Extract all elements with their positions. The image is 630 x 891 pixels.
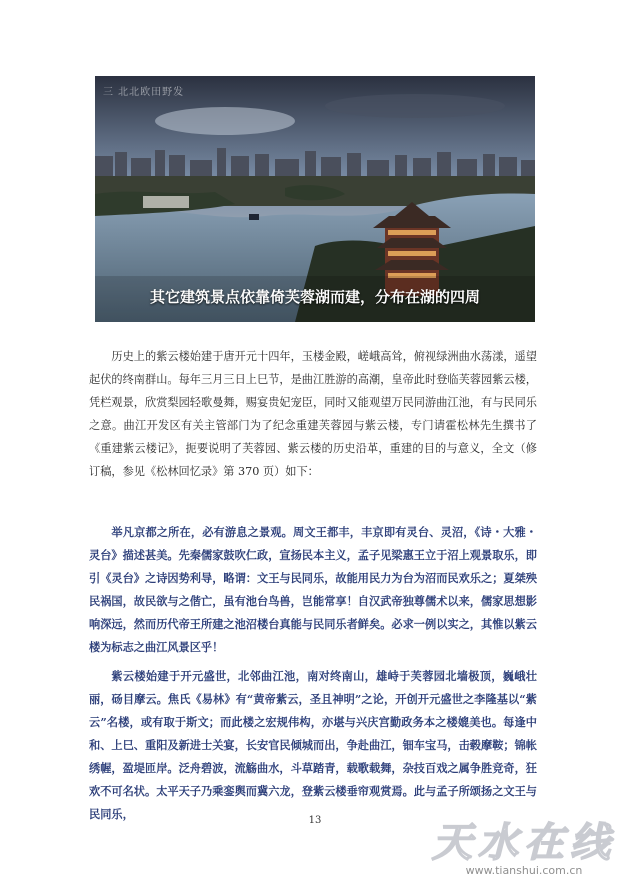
intro-paragraph: 历史上的紫云楼始建于唐开元十四年，玉楼金殿，嵯峨高耸，俯视绿洲曲水荡漾，遥望起伏的终南群山。每年三月三日上巳节，是曲江胜游的高潮，皇帝此时登临芙蓉园紫云楼，凭栏观景，欣赏梨园轻歌曼舞，赐宴贵妃宠臣，同时又能观望万民同游曲江池，有与民同乐之意。曲江开发区有关主管部门为了纪念重建芙蓉园与紫云楼，专门请霍松林先生撰书了《重建紫云楼记》，扼要说明了芙蓉园、紫云楼的历史沿革，重建的目的与意义，全文（修订稿，参见《松林回忆录》第 370 页）如下： <box>89 350 537 478</box>
memorial-text <box>89 521 537 832</box>
intro-section <box>89 345 537 483</box>
article-photo <box>95 76 535 322</box>
memorial-paragraph-1: 举凡京都之所在，必有游息之景观。周文王都丰，丰京即有灵台、灵沼，《诗・大雅・灵台》描述甚美。先秦儒家鼓吹仁政，宣扬民本主义，孟子见梁惠王立于沼上观景取乐，即引《灵台》之诗因势利导，略谓：文王与民同乐，故能用民力为台为沼而民欢乐之；夏桀殃民祸国，故民欲与之偕亡，虽有池台鸟兽，岂能常享！自汉武帝独尊儒术以来，儒家思想影响深远，然而历代帝王所建之池沼楼台真能与民同乐者鲜矣。必求一例以实之，其惟以紫云楼为标志之曲江风景区乎！ <box>89 525 537 654</box>
photo-watermark: 三 北北欧田野发 <box>103 87 185 98</box>
page-number: 13 <box>308 815 322 826</box>
site-watermark <box>432 811 616 877</box>
memorial-paragraph-2: 紫云楼始建于开元盛世，北邻曲江池，南对终南山，雄峙于芙蓉园北墙极顶，巍峨壮丽，砀目摩云。焦氏《易林》有“黄帝紫云，圣且神明”之论，开创开元盛世之李隆基以“紫云”名楼，或有取于斯文；而此楼之宏规伟构，亦堪与兴庆宫勤政务本之楼媲美也。每逢中和、上巳、重阳及新进士关宴，长安官民倾城而出，争赴曲江，钿车宝马，击毂摩鞍；锦帐绣幄，盈堤匝岸。泛舟碧波，流觞曲水，斗草踏青，载歌载舞，杂技百戏之属争胜竞奇，狂欢不可名状。太平天子乃乘銮舆而冀六龙，登紫云楼垂帘观赏焉。此与孟子所颂扬之文王与民同乐， <box>89 669 537 821</box>
site-watermark-url: www.tianshui.com.cn <box>465 864 583 877</box>
photo-caption: 其它建筑景点依靠倚芙蓉湖而建，分布在湖的四周 <box>149 288 480 306</box>
site-watermark-brand: 天水在线 <box>432 820 616 866</box>
